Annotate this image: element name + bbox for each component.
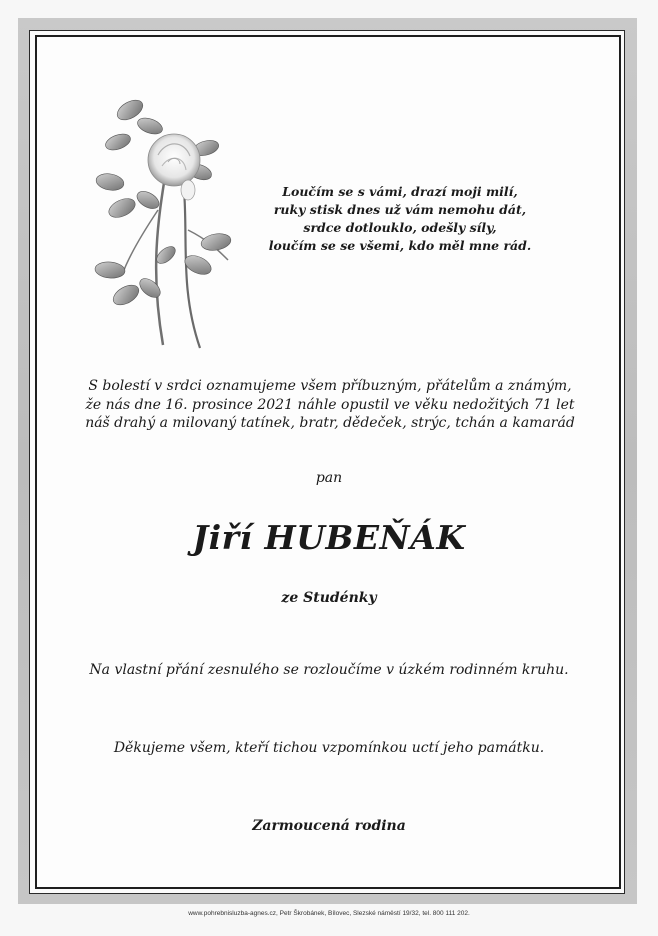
announcement-line: S bolestí v srdci oznamujeme všem příbuzným, přátelům a známým,	[88, 378, 572, 394]
announcement-line: náš drahý a milovaný tatínek, bratr, dědeček, strýc, tchán a kamarád	[85, 415, 575, 431]
poem	[260, 183, 540, 255]
thanks-note: Děkujeme všem, kteří tichou vzpomínkou uctí jeho památku.	[113, 740, 545, 756]
poem-line: ruky stisk dnes už vám nemohu dát,	[273, 202, 527, 217]
funeral-note: Na vlastní přání zesnulého se rozloučíme v úzkém rodinném kruhu.	[89, 662, 569, 678]
salutation: pan	[315, 470, 343, 486]
poem-line: loučím se se všemi, kdo měl mne rád.	[268, 238, 532, 253]
origin-place: ze Studénky	[281, 590, 377, 606]
announcement-line: že nás dne 16. prosince 2021 náhle opustil ve věku nedožitých 71 let	[85, 396, 575, 413]
footer-contact: www.pohrebnisluzba-agnes.cz, Petr Škrobánek, Bílovec, Slezské náměstí 19/32, tel. 800 111 202.	[188, 910, 470, 917]
poem-line: srdce dotlouklo, odešly síly,	[303, 220, 497, 235]
announcement	[60, 377, 600, 433]
signature: Zarmoucená rodina	[252, 818, 406, 834]
poem-line: Loučím se s vámi, drazí moji milí,	[282, 184, 518, 199]
white-rose-icon	[88, 90, 248, 360]
deceased-name: Jiří HUBEŇÁK	[192, 518, 466, 557]
